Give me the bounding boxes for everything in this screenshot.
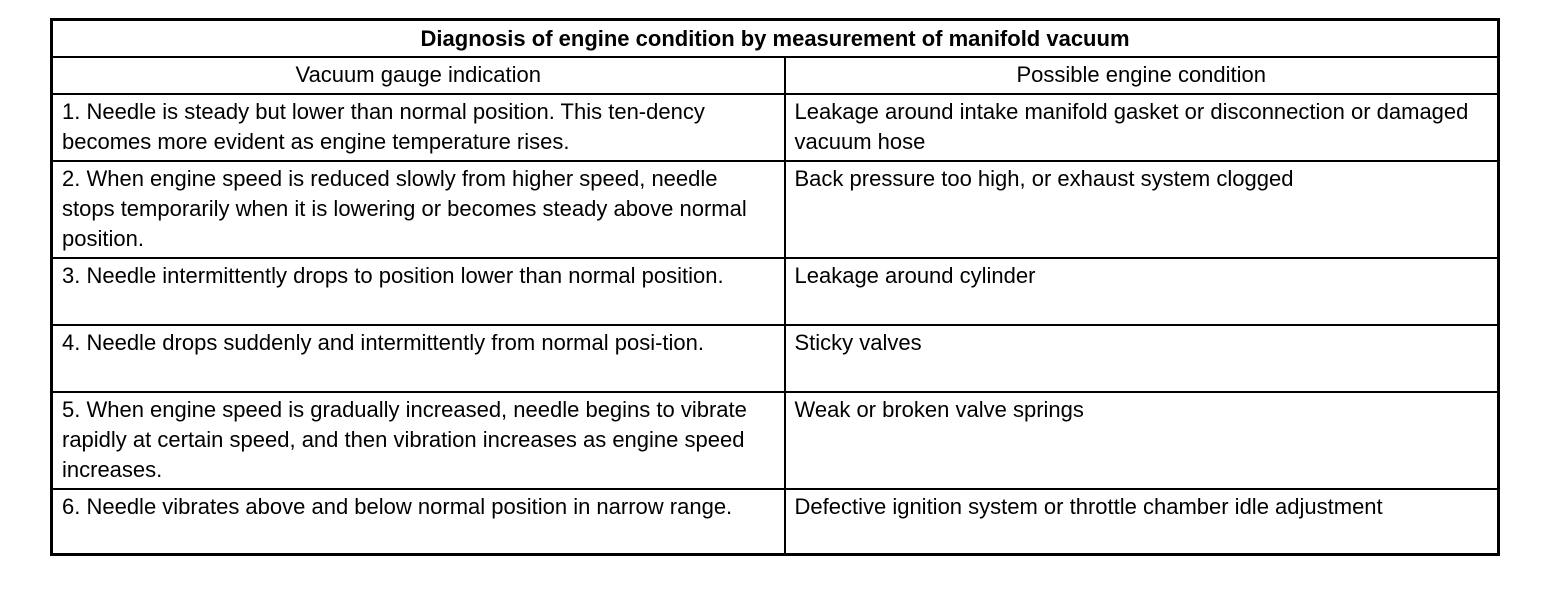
diagnosis-table-container [50,18,1497,556]
indication-cell: 5. When engine speed is gradually increased, needle begins to vibrate rapidly at certain speed, and then vibration increases as engine speed increases. [52,392,785,489]
table-row [52,489,1499,555]
condition-cell: Defective ignition system or throttle chamber idle adjustment [785,489,1499,555]
indication-cell: 6. Needle vibrates above and below normal position in narrow range. [52,489,785,555]
condition-cell: Leakage around intake manifold gasket or disconnection or damaged vacuum hose [785,94,1499,161]
table-header-row [52,57,1499,94]
indication-cell: 1. Needle is steady but lower than normal position. This ten-dency becomes more evident as engine temperature rises. [52,94,785,161]
table-title-row [52,20,1499,58]
table-row [52,161,1499,258]
condition-cell: Leakage around cylinder [785,258,1499,325]
diagnosis-table [50,18,1500,556]
table-row [52,94,1499,161]
condition-cell: Sticky valves [785,325,1499,392]
table-row [52,258,1499,325]
condition-cell: Back pressure too high, or exhaust system clogged [785,161,1499,258]
header-possible-engine-condition: Possible engine condition [785,57,1499,94]
condition-cell: Weak or broken valve springs [785,392,1499,489]
header-vacuum-gauge-indication: Vacuum gauge indication [52,57,785,94]
table-row [52,325,1499,392]
table-row [52,392,1499,489]
indication-cell: 2. When engine speed is reduced slowly from higher speed, needle stops temporarily when it is lowering or becomes steady above normal position. [52,161,785,258]
indication-cell: 3. Needle intermittently drops to position lower than normal position. [52,258,785,325]
indication-cell: 4. Needle drops suddenly and intermittently from normal posi-tion. [52,325,785,392]
table-title: Diagnosis of engine condition by measurement of manifold vacuum [52,20,1499,58]
